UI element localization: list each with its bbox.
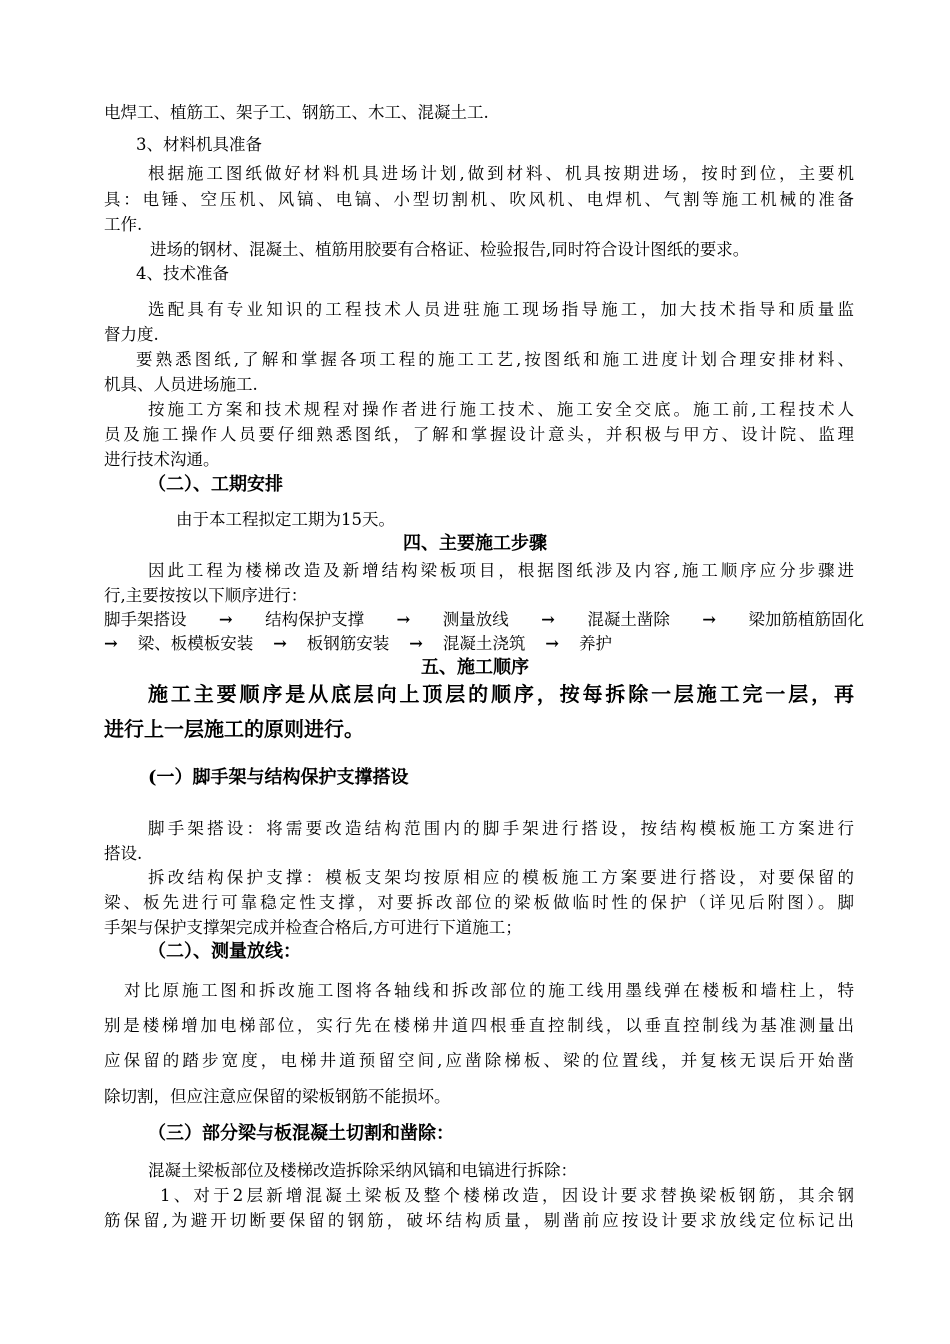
section-subheading: 3、材料机具准备: [136, 135, 262, 154]
text-line: 手架与保护支撑架完成并检查合格后,方可进行下道施工；: [104, 918, 522, 937]
step-curing: 养护: [578, 634, 612, 653]
text-line: 进场的钢材、混凝土、植筋用胶要有合格证、检验报告,同时符合设计图纸的要求。: [150, 240, 750, 259]
text-line: 脚手架搭设：将需要改造结构范围内的脚手架进行搭设，按结构模板施工方案进行: [148, 819, 854, 838]
text-line: 拆改结构保护支撑：模板支架均按原相应的模板施工方案要进行搭设，对要保留的: [148, 868, 854, 887]
text-line: 混凝土梁板部位及楼梯改造拆除采纳风镐和电镐进行拆除：: [148, 1161, 577, 1180]
text-line: 要熟悉图纸,了解和掌握各项工程的施工工艺,按图纸和施工进度计划合理安排材料、: [136, 350, 854, 369]
text-line: 对比原施工图和拆改施工图将各轴线和拆改部位的施工线用墨线弹在楼板和墙柱上，特: [124, 981, 854, 1000]
step-slab-rebar: 板钢筋安装: [306, 634, 390, 653]
chapter-heading: 五、施工顺序: [421, 657, 529, 678]
section-subheading: 4、技术准备: [136, 264, 229, 283]
text-line: 因此工程为楼梯改造及新增结构梁板项目，根据图纸涉及内容,施工顺序应分步骤进: [148, 561, 854, 580]
text-line: 行,主要按按以下顺序进行：: [104, 586, 308, 605]
section-heading: （三）部分梁与板混凝土切割和凿除：: [148, 1123, 454, 1144]
arrow-icon: →: [273, 634, 287, 653]
text-line: 1、对于2层新增混凝土梁板及整个楼梯改造，因设计要求替换梁板钢筋，其余钢: [160, 1186, 854, 1205]
step-scaffolding: 脚手架搭设: [104, 610, 187, 629]
text-line: 根据施工图纸做好材料机具进场计划,做到材料、机具按期进场，按时到位，主要机: [148, 164, 854, 183]
section-heading: （二）、测量放线：: [148, 941, 301, 962]
text-line: 筋保留,为避开切断要保留的钢筋，破坏结构质量，剔凿前应按设计要求放线定位标记出: [104, 1211, 854, 1230]
text-line: 梁、板先进行可靠稳定性支撑，对要拆改部位的梁板做临时性的保护（详见后附图）。脚: [104, 893, 854, 912]
text-line: 除切割，但应注意应保留的梁板钢筋不能损坏。: [104, 1087, 451, 1106]
text-line: 进行技术沟通。: [104, 450, 220, 469]
section-heading: (一）脚手架与结构保护支撑搭设: [148, 767, 409, 788]
step-rebar-planting: 梁加筋植筋固化: [748, 610, 864, 629]
step-protective-support: 结构保护支撑: [265, 610, 365, 629]
arrow-icon: →: [409, 634, 423, 653]
arrow-icon: →: [218, 610, 233, 629]
arrow-icon: →: [541, 610, 555, 629]
text-line: 员及施工操作人员要仔细熟悉图纸，了解和掌握设计意头，并积极与甲方、设计院、监理: [104, 425, 854, 444]
step-pouring: 混凝土浇筑: [442, 634, 526, 653]
sequence-row: [104, 632, 612, 656]
text-line: 应保留的踏步宽度，电梯井道预留空间,应凿除梯板、梁的位置线，并复核无误后开始凿: [104, 1051, 854, 1070]
step-survey: 测量放线: [442, 610, 509, 629]
chapter-heading: 四、主要施工步骤: [403, 533, 547, 554]
text-line: 电焊工、植筋工、架子工、钢筋工、木工、混凝土工.: [104, 103, 489, 122]
arrow-icon: →: [104, 634, 118, 653]
section-heading: （二）、工期安排: [148, 474, 283, 495]
bold-paragraph-line: 施工主要顺序是从底层向上顶层的顺序，按每拆除一层施工完一层，再: [148, 682, 854, 706]
arrow-icon: →: [396, 610, 411, 629]
text-line: 由于本工程拟定工期为15天。: [176, 510, 395, 529]
sequence-row: [104, 608, 864, 632]
arrow-icon: →: [545, 634, 560, 653]
step-formwork: 梁、板模板安装: [137, 634, 254, 653]
text-line: 督力度.: [104, 325, 159, 344]
text-line: 选配具有专业知识的工程技术人员进驻施工现场指导施工，加大技术指导和质量监: [148, 300, 854, 319]
text-line: 具：电锤、空压机、风镐、电镐、小型切割机、吹风机、电焊机、气割等施工机械的准备: [104, 190, 854, 209]
text-line: 别是楼梯增加电梯部位，实行先在楼梯井道四根垂直控制线，以垂直控制线为基准测量出: [104, 1016, 854, 1035]
text-line: 机具、人员进场施工.: [104, 375, 258, 394]
text-line: 搭设.: [104, 844, 143, 863]
arrow-icon: →: [702, 610, 717, 629]
text-line: 工作.: [104, 215, 143, 234]
step-chiseling: 混凝土凿除: [587, 610, 670, 629]
text-line: 按施工方案和技术规程对操作者进行施工技术、施工安全交底。施工前,工程技术人: [148, 400, 854, 419]
bold-paragraph-line: 进行上一层施工的原则进行。: [104, 717, 364, 741]
